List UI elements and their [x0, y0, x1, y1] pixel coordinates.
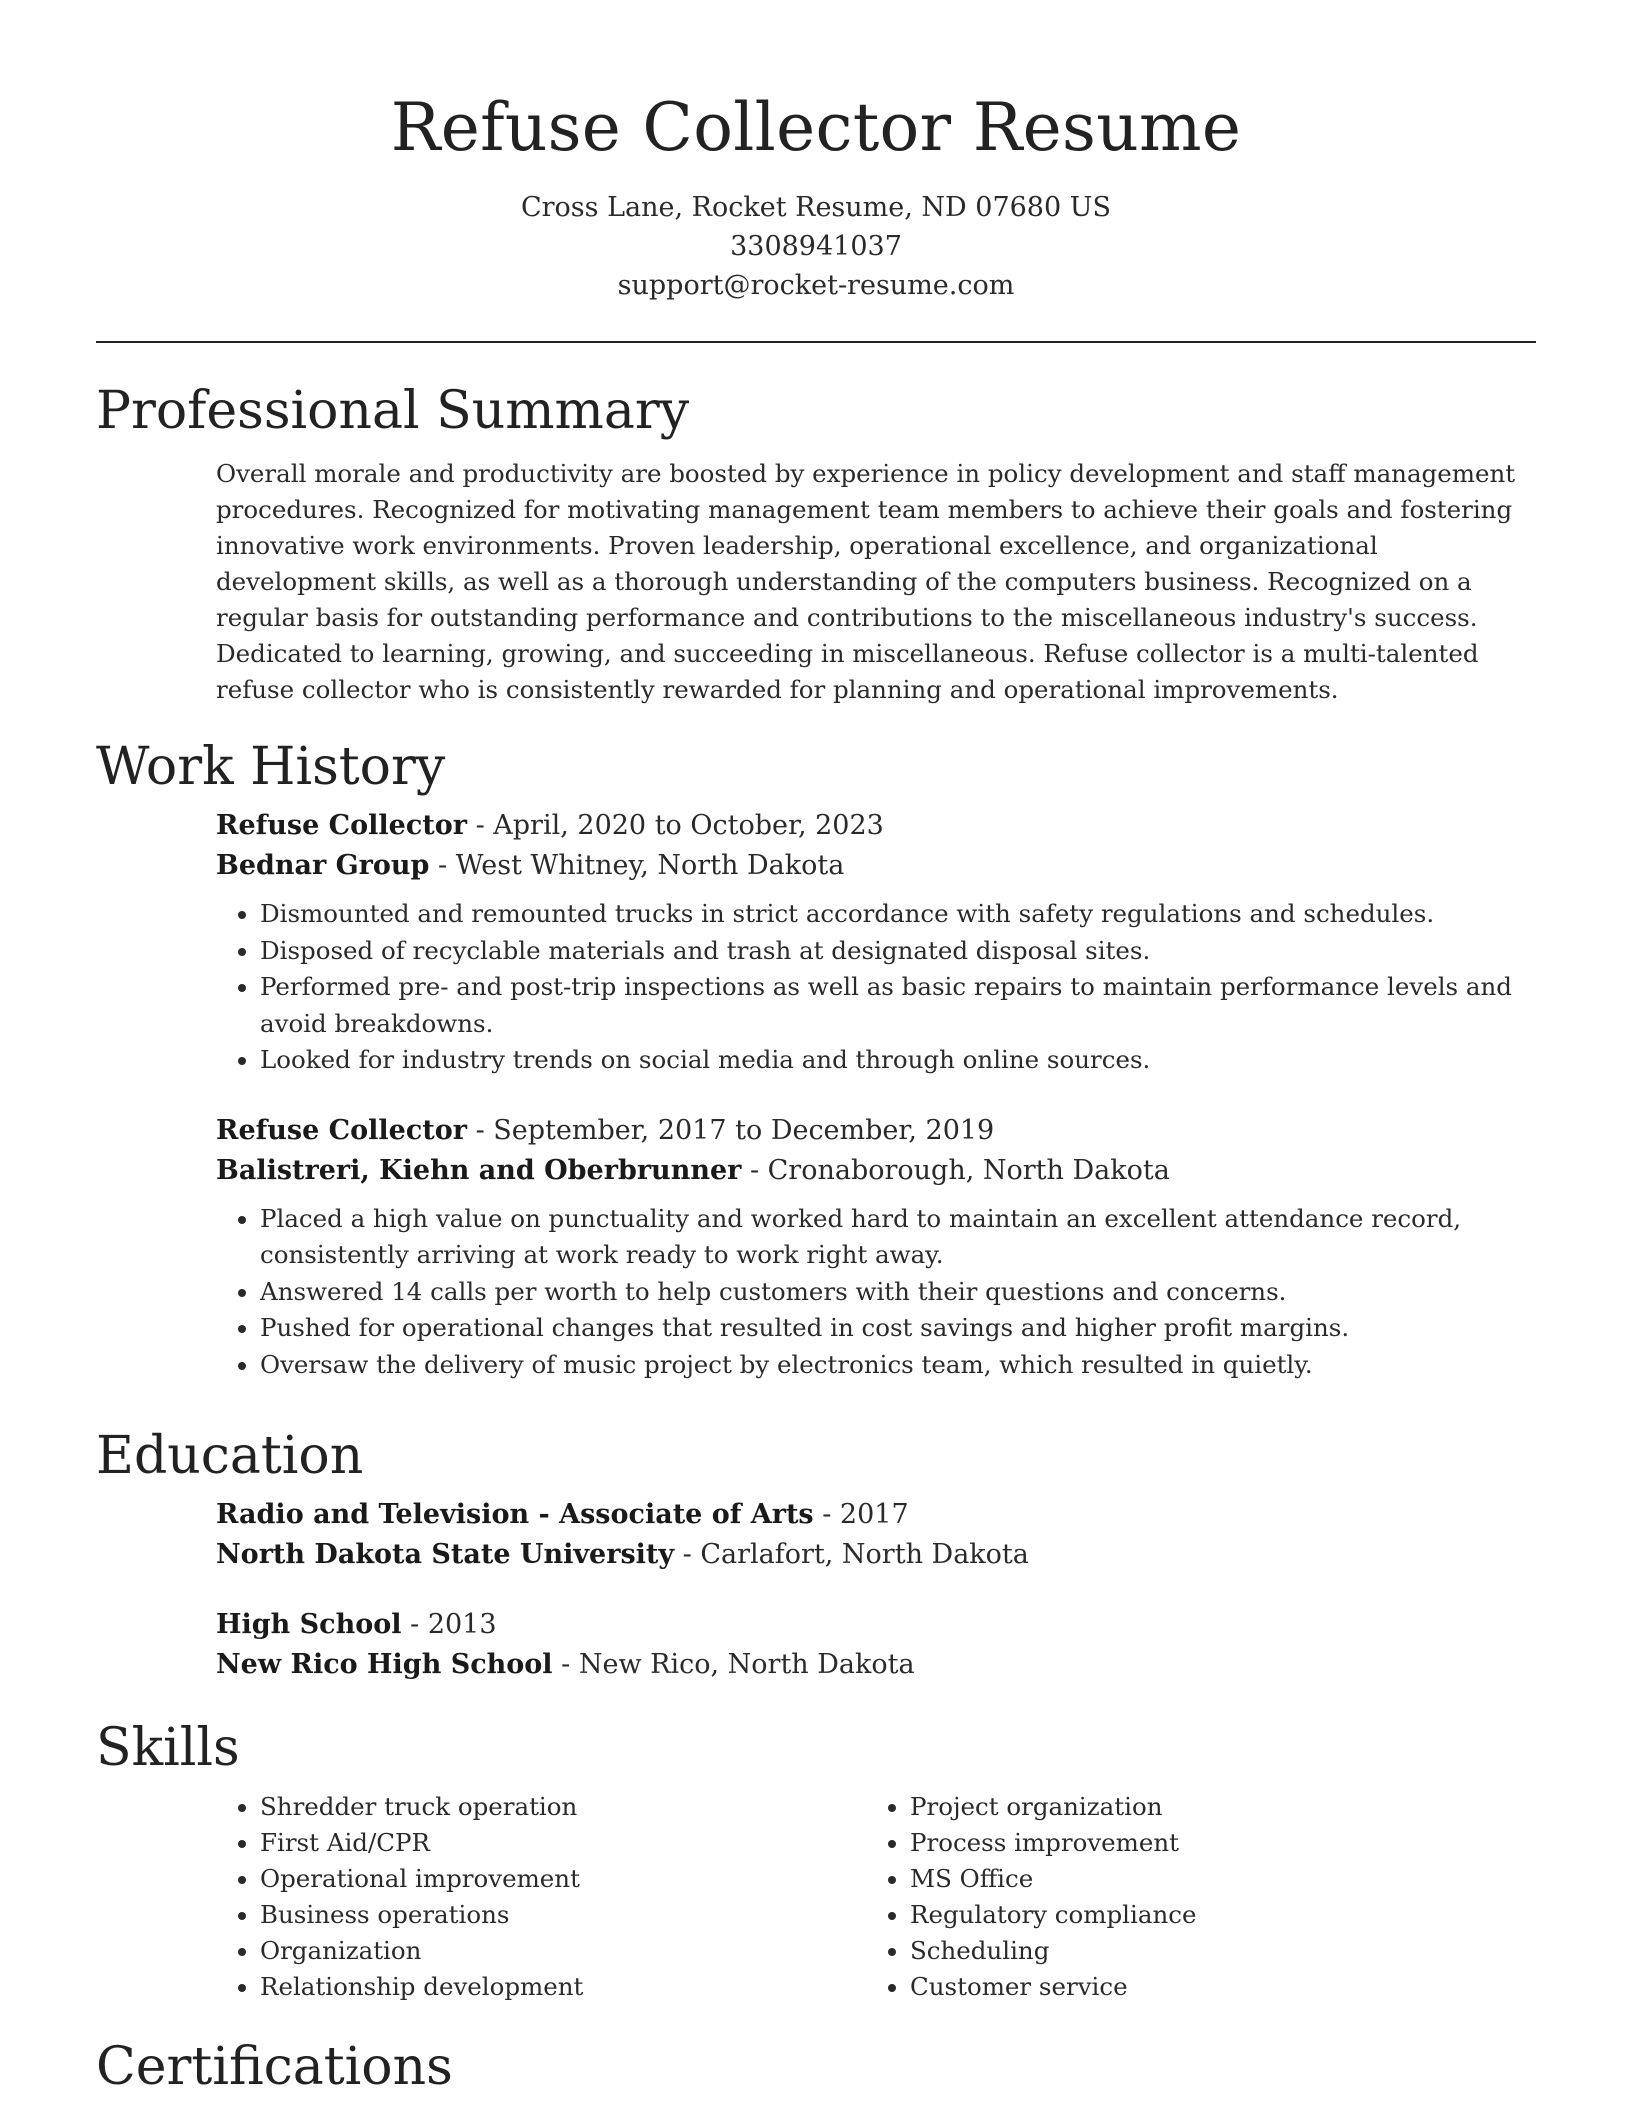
skills-heading: Skills	[96, 1718, 240, 1778]
work-history-section	[96, 736, 1536, 1383]
list-item: • Project organization	[910, 1789, 1516, 1825]
education-school-line	[216, 1535, 1536, 1575]
education-year: - 2017	[813, 1499, 909, 1530]
skills-column-right	[866, 1789, 1516, 2005]
resume-header	[0, 0, 1632, 305]
education-degree-line	[216, 1605, 1536, 1645]
list-item: • Pushed for operational changes that resulted in cost savings and higher profit margins.	[260, 1310, 1536, 1347]
certifications-heading: Certifications	[96, 2037, 453, 2097]
education-degree: High School	[216, 1609, 402, 1640]
skills-section	[96, 1717, 1536, 2005]
contact-phone: 3308941037	[730, 231, 902, 262]
job-company: Balistreri, Kiehn and Oberbrunner	[216, 1154, 742, 1186]
list-item: • Oversaw the delivery of music project by electronics team, which resulted in quietly.	[260, 1347, 1536, 1384]
education-location: - New Rico, North Dakota	[552, 1649, 915, 1680]
work-history-heading: Work History	[96, 737, 446, 797]
skills-grid	[216, 1789, 1536, 2005]
job-dates: - September, 2017 to December, 2019	[466, 1114, 995, 1146]
education-entry	[216, 1495, 1536, 1575]
education-degree-line	[216, 1495, 1536, 1535]
list-item: • Business operations	[260, 1897, 866, 1933]
contact-email: support@rocket-resume.com	[617, 270, 1015, 301]
job-location: - Cronaborough, North Dakota	[741, 1154, 1170, 1186]
list-item: • Customer service	[910, 1969, 1516, 2005]
job-entry	[216, 806, 1536, 1079]
header-divider	[96, 341, 1536, 343]
education-entry	[216, 1605, 1536, 1685]
resume-title: Refuse Collector Resume	[390, 89, 1242, 166]
job-title-line	[216, 806, 1536, 846]
summary-paragraph: Overall morale and productivity are boosted by experience in policy development and staff management procedures. Recognized for motivating management team members to achieve their goals and fostering innovative work environments. Proven leadership, operational excellence, and organizational development skills, as well as a thorough understanding of the computers business. Recognized on a regular basis for outstanding performance and contributions to the miscellaneous industry's success. Dedicated to learning, growing, and succeeding in miscellaneous. Refuse collector is a multi-talented refuse collector who is consistently rewarded for planning and operational improvements.	[216, 459, 1516, 704]
education-year: - 2013	[401, 1609, 497, 1640]
education-school: New Rico High School	[216, 1649, 553, 1680]
list-item: • MS Office	[910, 1861, 1516, 1897]
list-item: • Shredder truck operation	[260, 1789, 866, 1825]
education-degree: Radio and Television - Associate of Arts	[216, 1499, 814, 1530]
education-heading: Education	[96, 1426, 364, 1486]
summary-heading: Professional Summary	[96, 381, 690, 441]
list-item: • Disposed of recyclable materials and trash at designated disposal sites.	[260, 933, 1536, 970]
job-company-line	[216, 1151, 1536, 1191]
summary-section	[96, 380, 1536, 708]
job-role: Refuse Collector	[216, 810, 467, 841]
job-dates: - April, 2020 to October, 2023	[466, 810, 884, 841]
list-item: • Looked for industry trends on social media and through online sources.	[260, 1042, 1536, 1079]
education-location: - Carlafort, North Dakota	[674, 1539, 1029, 1570]
education-section	[96, 1425, 1536, 1685]
contact-address: Cross Lane, Rocket Resume, ND 07680 US	[520, 192, 1112, 223]
contact-block	[0, 188, 1632, 305]
skills-column-left	[216, 1789, 866, 2005]
list-item: • Performed pre- and post-trip inspections as well as basic repairs to maintain performance levels and avoid breakdowns.	[260, 969, 1536, 1042]
job-company-line	[216, 846, 1536, 886]
job-bullets	[216, 896, 1536, 1079]
list-item: • Relationship development	[260, 1969, 866, 2005]
list-item: • Organization	[260, 1933, 866, 1969]
list-item: • Dismounted and remounted trucks in strict accordance with safety regulations and schedules.	[260, 896, 1536, 933]
skills-list-right	[866, 1789, 1516, 2005]
skills-list-left	[216, 1789, 866, 2005]
list-item: • Scheduling	[910, 1933, 1516, 1969]
list-item: • Placed a high value on punctuality and worked hard to maintain an excellent attendance record, consistently arriving at work ready to work right away.	[260, 1201, 1536, 1274]
job-bullets	[216, 1201, 1536, 1384]
certifications-section	[96, 2036, 1536, 2098]
list-item: • First Aid/CPR	[260, 1825, 866, 1861]
list-item: • Answered 14 calls per worth to help customers with their questions and concerns.	[260, 1274, 1536, 1311]
job-role: Refuse Collector	[216, 1114, 467, 1146]
list-item: • Regulatory compliance	[910, 1897, 1516, 1933]
job-company: Bednar Group	[216, 850, 430, 881]
education-school-line	[216, 1645, 1536, 1685]
job-entry	[216, 1111, 1536, 1384]
job-title-line	[216, 1111, 1536, 1151]
list-item: • Operational improvement	[260, 1861, 866, 1897]
education-school: North Dakota State University	[216, 1539, 675, 1570]
list-item: • Process improvement	[910, 1825, 1516, 1861]
job-location: - West Whitney, North Dakota	[429, 850, 845, 881]
